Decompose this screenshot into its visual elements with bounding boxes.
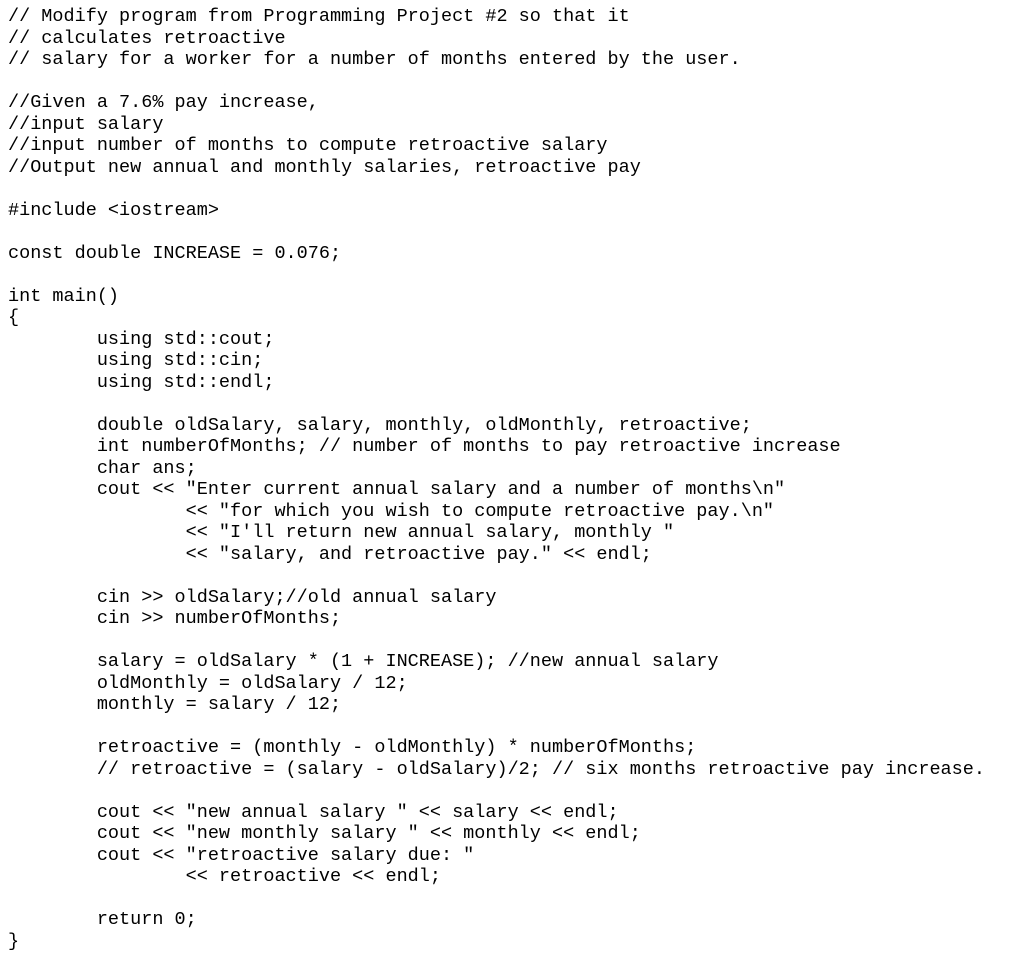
code-line: // retroactive = (salary - oldSalary)/2; // six months retroactive pay increase.: [8, 758, 985, 780]
code-line: cout << "new monthly salary " << monthly << endl;: [8, 823, 641, 844]
code-line: cin >> oldSalary;//old annual salary: [8, 586, 497, 608]
code-line: << "for which you wish to compute retroactive pay.\n": [8, 500, 775, 522]
code-listing: [8, 6, 985, 952]
code-line: char ans;: [8, 457, 197, 479]
code-line: //input salary: [8, 113, 164, 135]
code-line: << "I'll return new annual salary, monthly ": [8, 522, 675, 543]
code-line: cout << "Enter current annual salary and a number of months\n": [8, 479, 786, 500]
code-line: cout << "retroactive salary due: ": [8, 844, 475, 866]
code-line: cin >> numberOfMonths;: [8, 608, 342, 629]
code-line: using std::cout;: [8, 328, 275, 350]
code-line: return 0;: [8, 909, 197, 930]
code-line: retroactive = (monthly - oldMonthly) * numberOfMonths;: [8, 737, 697, 758]
code-line: [8, 630, 985, 652]
code-line: salary = oldSalary * (1 + INCREASE); //new annual salary: [8, 651, 719, 672]
code-line: const double INCREASE = 0.076;: [8, 242, 342, 264]
code-line: using std::cin;: [8, 350, 264, 371]
code-line: // Modify program from Programming Project #2 so that it: [8, 6, 630, 27]
code-line: monthly = salary / 12;: [8, 694, 342, 715]
code-line: using std::endl;: [8, 371, 275, 393]
code-line: [8, 565, 985, 587]
code-line: cout << "new annual salary " << salary << endl;: [8, 801, 619, 823]
code-line: //input number of months to compute retroactive salary: [8, 135, 608, 156]
code-line: // calculates retroactive: [8, 27, 286, 49]
code-line: oldMonthly = oldSalary / 12;: [8, 672, 408, 694]
code-line: #include <iostream>: [8, 199, 219, 221]
code-line: [8, 393, 985, 415]
code-line: [8, 888, 985, 910]
code-line: //Output new annual and monthly salaries, retroactive pay: [8, 156, 641, 178]
code-line: int main(): [8, 285, 120, 307]
code-line: }: [8, 930, 20, 952]
code-line: [8, 178, 985, 200]
code-line: [8, 264, 985, 286]
code-line: // salary for a worker for a number of months entered by the user.: [8, 49, 741, 70]
code-line: [8, 71, 985, 93]
code-line: int numberOfMonths; // number of months to pay retroactive increase: [8, 436, 841, 457]
code-line: {: [8, 307, 20, 328]
code-line: [8, 716, 985, 738]
code-line: << "salary, and retroactive pay." << endl;: [8, 543, 652, 565]
code-line: [8, 221, 985, 243]
code-line: double oldSalary, salary, monthly, oldMonthly, retroactive;: [8, 414, 752, 436]
code-line: [8, 780, 985, 802]
code-line: << retroactive << endl;: [8, 866, 441, 887]
code-line: //Given a 7.6% pay increase,: [8, 92, 319, 113]
